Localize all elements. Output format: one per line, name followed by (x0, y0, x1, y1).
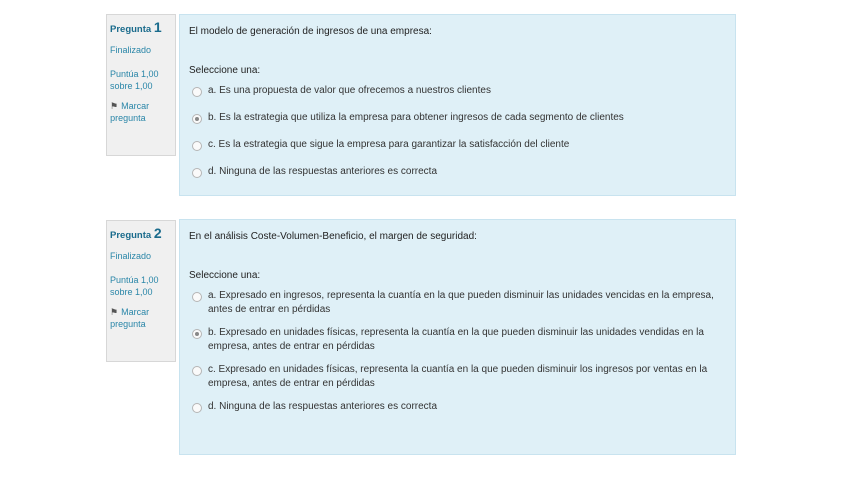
question-2-info (106, 220, 176, 362)
grade-line-2: sobre 1,00 (110, 287, 153, 297)
question-grade (110, 68, 175, 92)
question-number (110, 227, 175, 242)
radio-button[interactable] (192, 87, 202, 97)
question-state: Finalizado (110, 251, 152, 261)
answer-option-d[interactable] (189, 400, 726, 414)
question-1-content (179, 14, 736, 196)
question-2-content (179, 219, 736, 455)
answer-option-c[interactable] (189, 138, 726, 152)
answer-option-d[interactable] (189, 165, 726, 179)
radio-button[interactable] (192, 403, 202, 413)
answer-text: d. Ninguna de las respuestas anteriores es correcta (208, 166, 438, 177)
flag-question-link[interactable] (110, 100, 175, 124)
flag-line-2: pregunta (110, 113, 146, 123)
question-label: Pregunta (110, 24, 152, 35)
grade-line-2: sobre 1,00 (110, 81, 153, 91)
answer-option-a[interactable] (189, 289, 726, 317)
flag-question-link[interactable] (110, 306, 175, 330)
question-number (110, 21, 175, 36)
flag-line-1: Marcar (121, 307, 150, 317)
answer-option-a[interactable] (189, 84, 726, 98)
answer-text: d. Ninguna de las respuestas anteriores es correcta (208, 401, 438, 412)
flag-icon: ⚑ (110, 307, 119, 317)
question-state: Finalizado (110, 45, 152, 55)
question-text: En el análisis Coste-Volumen-Beneficio, el margen de seguridad: (189, 231, 477, 242)
answer-text: b. Expresado en unidades físicas, representa la cuantía en la que pueden disminuir las unidades vendidas en la empresa, antes de entrar en pérdidas (208, 327, 704, 352)
question-label: Pregunta (110, 230, 152, 241)
radio-button[interactable] (192, 141, 202, 151)
question-number-value: 1 (153, 19, 162, 35)
radio-button-selected[interactable] (192, 329, 202, 339)
select-prompt: Seleccione una: (189, 65, 261, 76)
answer-text: c. Es la estrategia que sigue la empresa para garantizar la satisfacción del cliente (208, 139, 570, 150)
grade-line-1: Puntúa 1,00 (110, 275, 159, 285)
question-1-info (106, 14, 176, 156)
grade-line-1: Puntúa 1,00 (110, 69, 159, 79)
answer-option-b[interactable] (189, 111, 726, 125)
answer-option-b[interactable] (189, 326, 726, 354)
flag-line-2: pregunta (110, 319, 146, 329)
select-prompt: Seleccione una: (189, 270, 261, 281)
answer-text: a. Es una propuesta de valor que ofrecemos a nuestros clientes (208, 85, 491, 96)
answer-text: c. Expresado en unidades físicas, representa la cuantía en la que pueden disminuir los ingresos por ventas en la empresa, antes de entrar en pérdidas (208, 364, 708, 389)
answer-option-c[interactable] (189, 363, 726, 391)
answer-text: a. Expresado en ingresos, representa la cuantía en la que pueden disminuir las unidades vencidas en la empresa, antes de entrar en pérdidas (208, 290, 714, 315)
radio-button[interactable] (192, 366, 202, 376)
question-grade (110, 274, 175, 298)
radio-button[interactable] (192, 292, 202, 302)
question-number-value: 2 (153, 225, 162, 241)
flag-line-1: Marcar (121, 101, 150, 111)
question-text: El modelo de generación de ingresos de una empresa: (189, 26, 432, 37)
answer-text: b. Es la estrategia que utiliza la empresa para obtener ingresos de cada segmento de clientes (208, 112, 624, 123)
radio-button[interactable] (192, 168, 202, 178)
radio-button-selected[interactable] (192, 114, 202, 124)
flag-icon: ⚑ (110, 101, 119, 111)
